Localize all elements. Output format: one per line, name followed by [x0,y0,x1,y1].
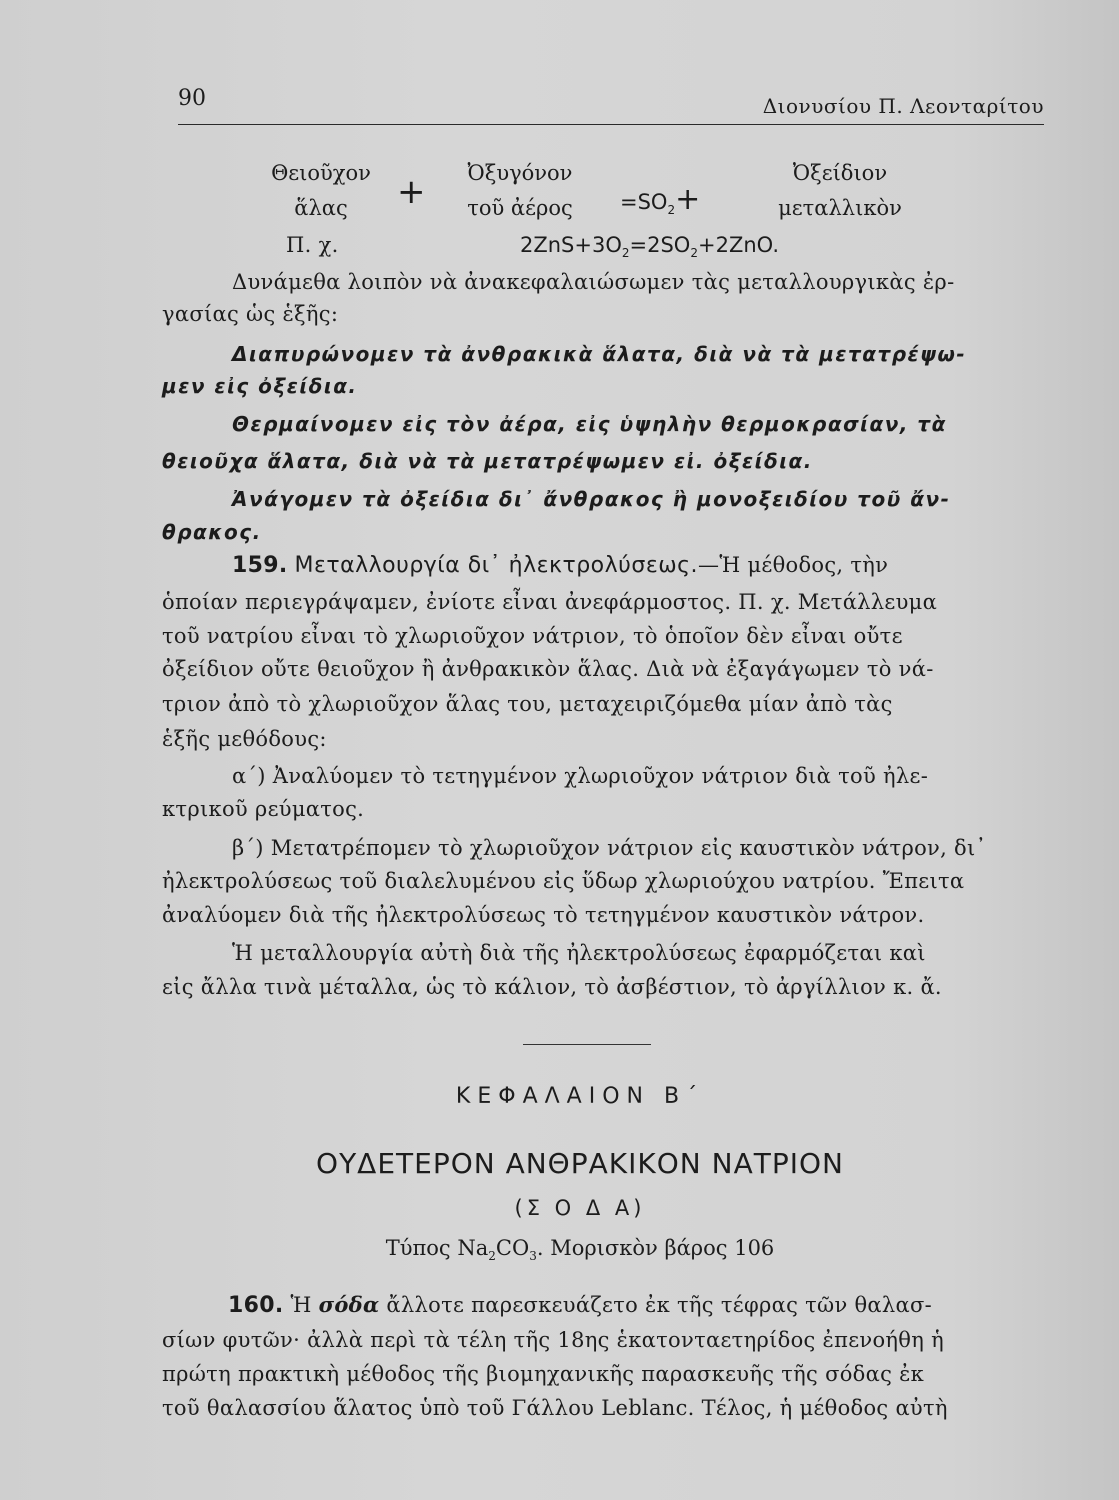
eq-example-formula [520,233,779,260]
closing-line-1: Ἡ μεταλλουργία αὐτὴ διὰ τῆς ἠλεκτρολύσεως ἐφαρμόζεται καὶ [232,941,926,965]
intro-line-2: γασίας ὡς ἑξῆς: [162,302,339,326]
step3-line-2: θρακος. [162,520,262,544]
method-b-line-1: β΄) Μετατρέπομεν τὸ χλωριοῦχον νάτριον εἰς καυστικὸν νάτρον, δι᾿ [232,836,987,860]
formula-sub2: 3 [529,1249,537,1264]
eq-equals-so2 [620,182,700,217]
section-159-line-4: ὀξείδιον οὔτε θειοῦχον ἢ ἀνθρακικὸν ἅλας. Διὰ νὰ ἐξαγάγωμεν τὸ νά- [162,657,934,681]
method-a-line-1: α΄) Ἀναλύομεν τὸ τετηγμένον χλωριοῦχον νάτριον διὰ τοῦ ἠλε- [232,764,929,788]
eq-term2-line1: Ὀξυγόνον [467,161,573,185]
eq-example-a: 2ZnS+3O [520,233,622,257]
section-160-line1-a: Ἡ [290,1293,319,1317]
formula-post: . Μορισκὸν βάρος 106 [536,1236,775,1260]
section-160-line1-b: ἄλλοτε παρεσκευάζετο ἐκ τῆς τέφρας τῶν θαλασ- [379,1293,933,1317]
step1-line-1: Διαπυρώνομεν τὰ ἀνθρακικὰ ἅλατα, διὰ νὰ τὰ μετατρέψω- [232,342,967,366]
section-160-line-2: σίων φυτῶν· ἀλλὰ περὶ τὰ τέλη τῆς 18ης ἑκατονταετηρίδος ἐπενοήθη ἡ [162,1328,944,1352]
chapter-title: ΟΥΔΕΤΕΡΟΝ ΑΝΘΡΑΚΙΚΟΝ ΝΑΤΡΙΟΝ [316,1147,844,1180]
page-header [178,84,1044,125]
closing-line-2: εἰς ἄλλα τινὰ μέταλλα, ὡς τὸ κάλιον, τὸ ἀσβέστιον, τὸ ἀργίλλιον κ. ἄ. [162,975,942,999]
eq-term1-line1: Θειοῦχον [271,161,371,185]
section-159-title: Μεταλλουργία δι᾿ ἠλεκτρολύσεως. [294,553,699,578]
method-b-line-2: ἠλεκτρολύσεως τοῦ διαλελυμένου εἰς ὕδωρ χλωριούχου νατρίου. Ἔπειτα [162,869,965,893]
method-b-line-3: ἀναλύομεν διὰ τῆς ἠλεκτρολύσεως τὸ τετηγμένον καυστικὸν νάτρον. [162,903,925,927]
section-159-line-6: ἑξῆς μεθόδους: [162,727,327,751]
eq-sub: 2 [667,203,676,218]
formula-sub1: 2 [488,1249,496,1264]
chapter-label: ΚΕΦΑΛΑΙΟΝ Β΄ [455,1084,705,1109]
section-159-line-5: τριον ἀπὸ τὸ χλωριοῦχον ἅλας του, μεταχειριζόμεθα μίαν ἀπὸ τὰς [162,692,893,716]
section-divider [523,1044,651,1045]
running-head-author: Διονυσίου Π. Λεονταρίτου [762,94,1044,118]
section-159-first-line [232,553,888,578]
chemical-formula-line [160,1236,1000,1263]
section-159-line1-rest: —Ἡ μέθοδος, τὴν [698,553,889,577]
method-a-line-2: κτρικοῦ ρεύματος. [162,797,365,821]
chapter-subtitle: (Σ Ο Δ Α) [514,1196,646,1220]
section-159-line-2: ὁποίαν περιεγράψαμεν, ἐνίοτε εἶναι ἀνεφάρμοστος. Π. χ. Μετάλλευμα [162,590,938,614]
step2-line-2: θειοῦχα ἅλατα, διὰ νὰ τὰ μετατρέψωμεν εἰ. ὀξείδια. [162,449,813,473]
eq-example-c: +2ZnO. [697,233,779,257]
step1-line-2: μεν εἰς ὀξείδια. [162,374,358,398]
eq-term3-line2: μεταλλικὸν [778,196,902,220]
step3-line-1: Ἀνάγομεν τὰ ὀξείδια δι᾿ ἄνθρακος ἢ μονοξειδίου τοῦ ἄν- [232,487,951,511]
section-160-line-4: τοῦ θαλασσίου ἅλατος ὑπὸ τοῦ Γάλλου Leblanc. Τέλος, ἡ μέθοδος αὐτὴ [162,1396,948,1420]
page-number: 90 [178,86,206,111]
section-160-first-line [228,1292,932,1318]
section-160-line-3: πρώτη πρακτικὴ μέθοδος τῆς βιομηχανικῆς παρασκευῆς τῆς σόδας ἐκ [162,1362,925,1386]
formula-mid: CO [495,1236,530,1260]
eq-plus-sign: + [397,172,426,212]
eq-example-sub1: 2 [621,246,630,261]
formula-pre: Τύπος Na [385,1236,489,1260]
eq-example-label: Π. χ. [286,233,339,257]
section-160-number: 160. [228,1293,284,1318]
step2-line-1: Θερμαίνομεν εἰς τὸν ἀέρα, εἰς ὑψηλὴν θερμοκρασίαν, τὰ [232,412,947,436]
section-159-number: 159. [232,553,288,578]
eq-equals-text: =SO [620,190,668,214]
eq-example-b: =2SO [629,233,691,257]
section-160-soda: σόδα [318,1292,380,1317]
eq-term2-line2: τοῦ ἀέρος [467,196,573,220]
eq-example-sub2: 2 [690,246,698,261]
intro-line-1: Δυνάμεθα λοιπὸν νὰ ἀνακεφαλαιώσωμεν τὰς μεταλλουργικὰς ἐρ- [232,270,955,294]
eq-plus2: + [675,182,701,217]
section-159-line-3: τοῦ νατρίου εἶναι τὸ χλωριοῦχον νάτριον, τὸ ὁποῖον δὲν εἶναι οὔτε [162,624,903,648]
eq-term3-line1: Ὀξείδιον [792,161,888,185]
eq-term1-line2: ἅλας [294,196,348,220]
